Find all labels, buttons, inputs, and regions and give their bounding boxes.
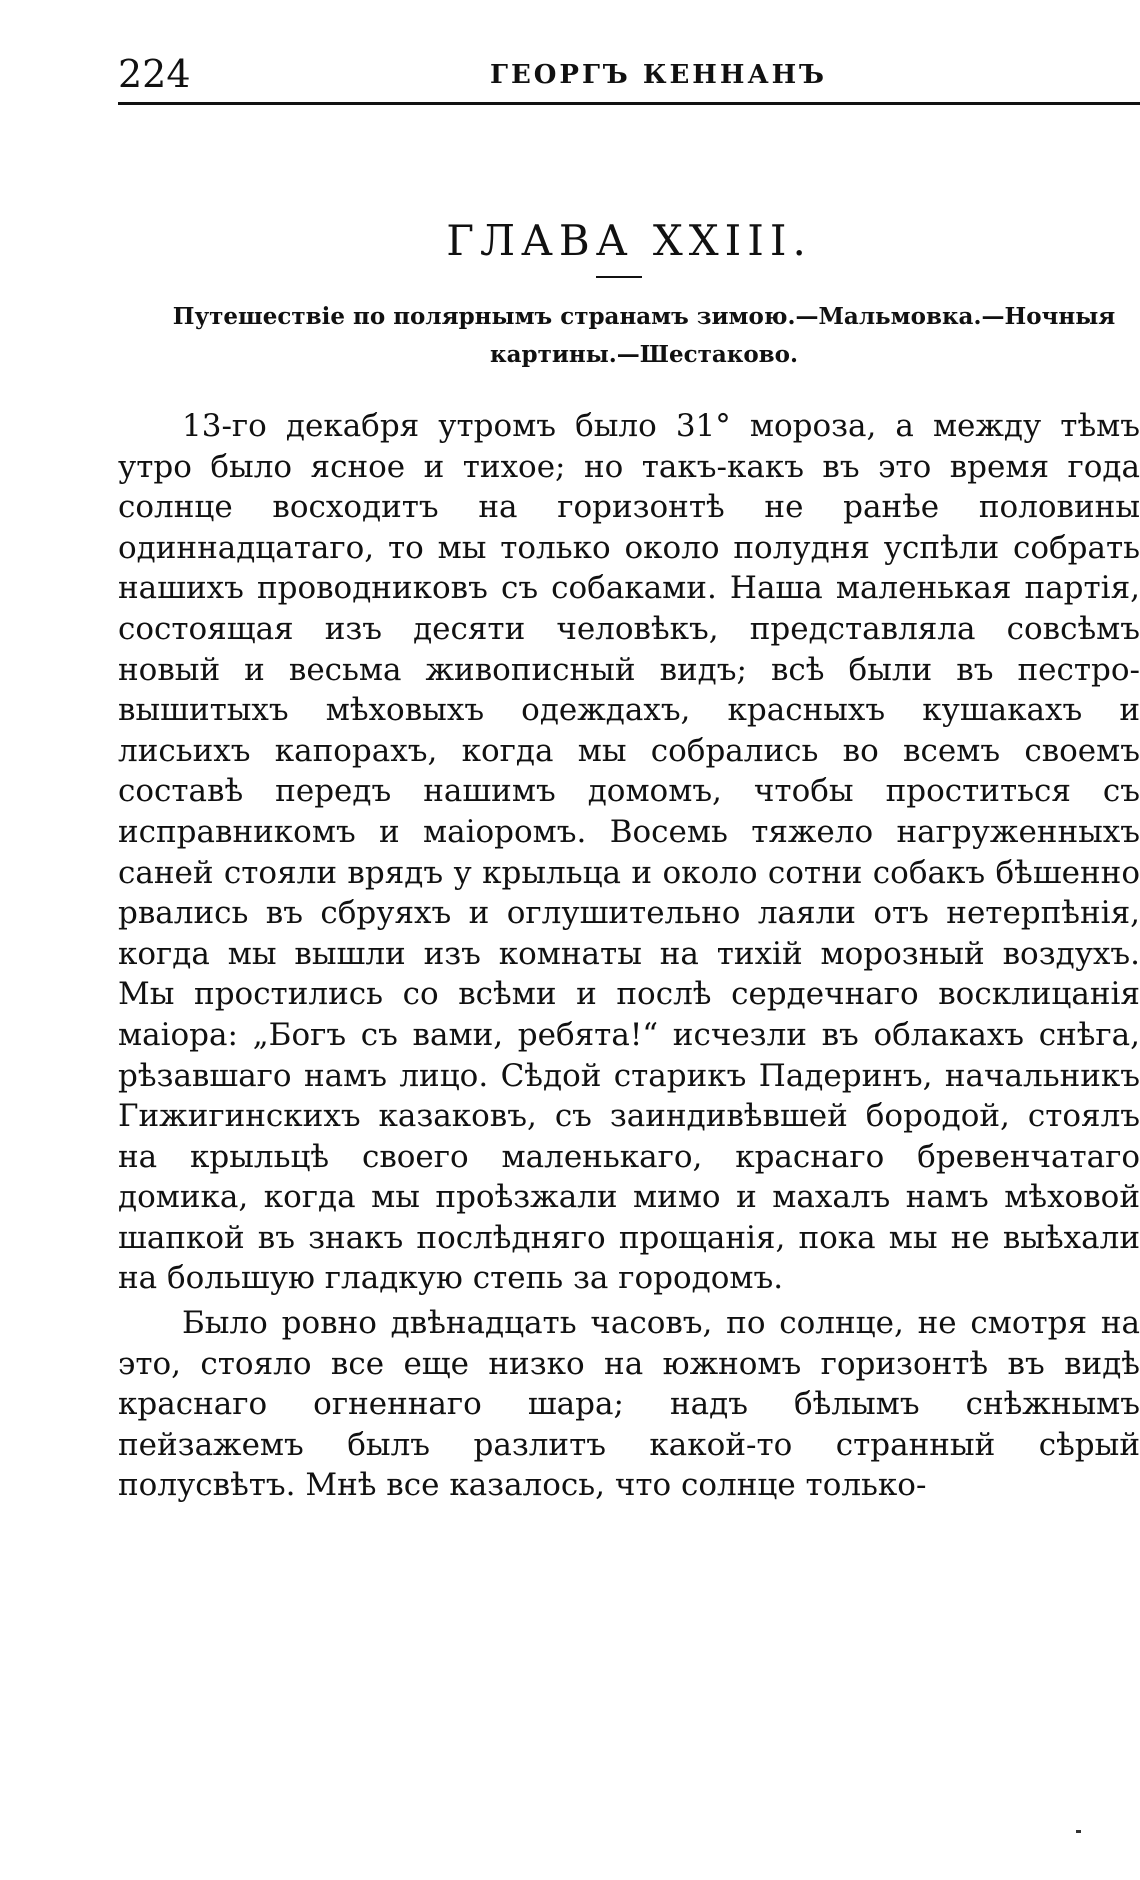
body-text	[118, 406, 1140, 1506]
running-head	[118, 46, 1140, 105]
paragraph-2: Было ровно двѣнадцать часовъ, по солнце, не смотря на это, стояло все еще низко на южномъ горизонтѣ въ видѣ краснаго огненнаго шара; надъ бѣлымъ снѣжнымъ пейзажемъ былъ разлитъ какой-то странный сѣрый полусвѣтъ. Мнѣ все казалось, что солнце только-	[118, 1305, 1140, 1504]
chapter-summary: Путешествіе по полярнымъ странамъ зимою.—Мальмовка.—Ночныя картины.—Шестаково.	[172, 303, 1116, 368]
chapter-title: ГЛАВА XXIII.	[446, 216, 812, 265]
page-number: 224	[118, 52, 191, 96]
title-divider	[596, 276, 642, 278]
paragraph-1: 13-го декабря утромъ было 31° мороза, а между тѣмъ утро было ясное и тихое; но такъ-какъ въ это время года солнце восходитъ на горизонтѣ не ранѣе половины одиннадцатаго, то мы только около полудня успѣли собрать нашихъ проводниковъ съ собаками. Наша маленькая партія, состоящая изъ десяти человѣкъ, представляла совсѣмъ новый и весьма живописный видъ; всѣ были въ пестро-вышитыхъ мѣховыхъ одеждахъ, красныхъ кушакахъ и лисьихъ капорахъ, когда мы собрались во всемъ своемъ составѣ передъ нашимъ домомъ, чтобы проститься съ исправникомъ и маіоромъ. Восемь тяжело нагруженныхъ саней стояли врядъ у крыльца и около сотни собакъ бѣшенно рвались въ сбруяхъ и оглушительно лаяли отъ нетерпѣнія, когда мы вышли изъ комнаты на тихій морозный воздухъ. Мы простились со всѣми и послѣ сердечнаго восклицанія маіора: „Богъ съ вами, ребята!“ исчезли въ облакахъ снѣга, рѣзавшаго намъ лицо. Сѣдой старикъ Падеринъ, начальникъ Гижигинскихъ казаковъ, съ заиндивѣвшей бородой, стоялъ на крыльцѣ своего маленькаго, краснаго бревенчатаго домика, когда мы проѣзжали мимо и махалъ намъ мѣховой шапкой въ знакъ послѣдняго прощанія, пока мы не выѣхали на большую гладкую степь за городомъ.	[118, 408, 1140, 1297]
running-title: ГЕОРГЪ КЕННАНЪ	[490, 60, 828, 90]
book-page	[118, 46, 1140, 1504]
print-mark	[1076, 1830, 1081, 1833]
